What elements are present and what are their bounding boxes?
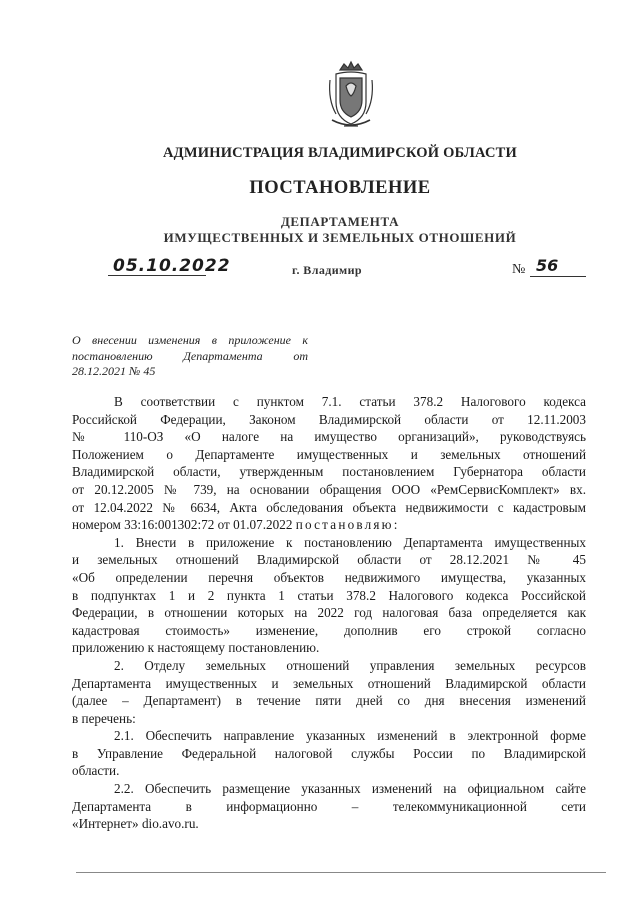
body-line: (далее – Департамент) в течение пяти дней со дня внесения изменений	[72, 693, 586, 709]
number-sign: №	[512, 262, 526, 277]
body-line: в перечень:	[72, 710, 136, 726]
body-line: Российской Федерации, Законом Владимирской области от 12.11.2003	[72, 411, 586, 427]
handwritten-date: 05.10.2022	[113, 256, 231, 276]
body-line: области.	[72, 763, 120, 779]
body-line: в Управление Федеральной налоговой службы России по Владимирской	[72, 745, 586, 761]
document-body	[72, 393, 586, 833]
page-bottom-rule	[76, 872, 606, 873]
body-line: и земельных отношений Владимирской области от 28.12.2021 № 45	[72, 552, 586, 568]
document-subject	[72, 333, 308, 380]
body-line: 1. Внести в приложение к постановлению Департамента имущественных	[114, 534, 586, 550]
department-title-line2: ИМУЩЕСТВЕННЫХ И ЗЕМЕЛЬНЫХ ОТНОШЕНИЙ	[163, 230, 517, 245]
body-line: «Интернет» dio.avo.ru.	[72, 816, 199, 832]
body-line: «Об определении перечня объектов недвижимого имущества, указанных	[72, 569, 586, 585]
resolve-word: постановляю:	[295, 517, 400, 533]
organization-title: АДМИНИСТРАЦИЯ ВЛАДИМИРСКОЙ ОБЛАСТИ	[163, 145, 517, 161]
number-underline	[530, 276, 586, 277]
body-line: от 20.12.2005 № 739, на основании обращения ООО «РемСервисКомплект» вх.	[72, 481, 586, 497]
body-line: Положением о Департаменте имущественных и земельных отношений	[72, 446, 586, 462]
body-line: кадастровая стоимость» изменение, дополнив его строкой согласно	[72, 622, 586, 638]
body-line: Владимирской области, утвержденным постановлением Губернатора области	[72, 464, 586, 480]
date-underline	[108, 275, 206, 276]
body-line	[72, 516, 586, 534]
body-line: 2. Отделу земельных отношений управления земельных ресурсов	[114, 657, 586, 673]
subject-line: 28.12.2021 № 45	[72, 364, 156, 378]
body-line: 2.2. Обеспечить размещение указанных изменений на официальном сайте	[114, 781, 586, 797]
body-line: Федерации, в отношении которых на 2022 год налоговая база определяется как	[72, 605, 586, 621]
body-line: № 110-ОЗ «О налоге на имущество организаций», руководствуясь	[72, 429, 586, 445]
department-title-line1: ДЕПАРТАМЕНТА	[280, 214, 400, 229]
body-line: Департамента имущественных и земельных отношений Владимирской области	[72, 675, 586, 691]
subject-line: О внесении изменения в приложение к	[72, 333, 308, 347]
handwritten-number: 56	[536, 256, 559, 275]
body-line: 2.1. Обеспечить направление указанных изменений в электронной форме	[114, 728, 586, 744]
body-line: от 12.04.2022 № 6634, Акта обследования объекта недвижимости с кадастровым	[72, 499, 586, 515]
intro-last-text: номером 33:16:001302:72 от 01.07.2022	[72, 517, 293, 533]
coat-of-arms-emblem	[326, 60, 376, 132]
body-line: в подпунктах 1 и 2 пункта 1 статьи 378.2 Налогового кодекса Российской	[72, 587, 586, 603]
body-line: приложению к настоящему постановлению.	[72, 640, 320, 656]
body-line: В соответствии с пунктом 7.1. статьи 378.2 Налогового кодекса	[114, 394, 586, 409]
city-label: г. Владимир	[292, 263, 362, 277]
subject-line: постановлению Департамента от	[72, 348, 308, 363]
body-line: Департамента в информационно – телекоммуникационной сети	[72, 798, 586, 814]
document-type-title: ПОСТАНОВЛЕНИЕ	[249, 178, 431, 198]
